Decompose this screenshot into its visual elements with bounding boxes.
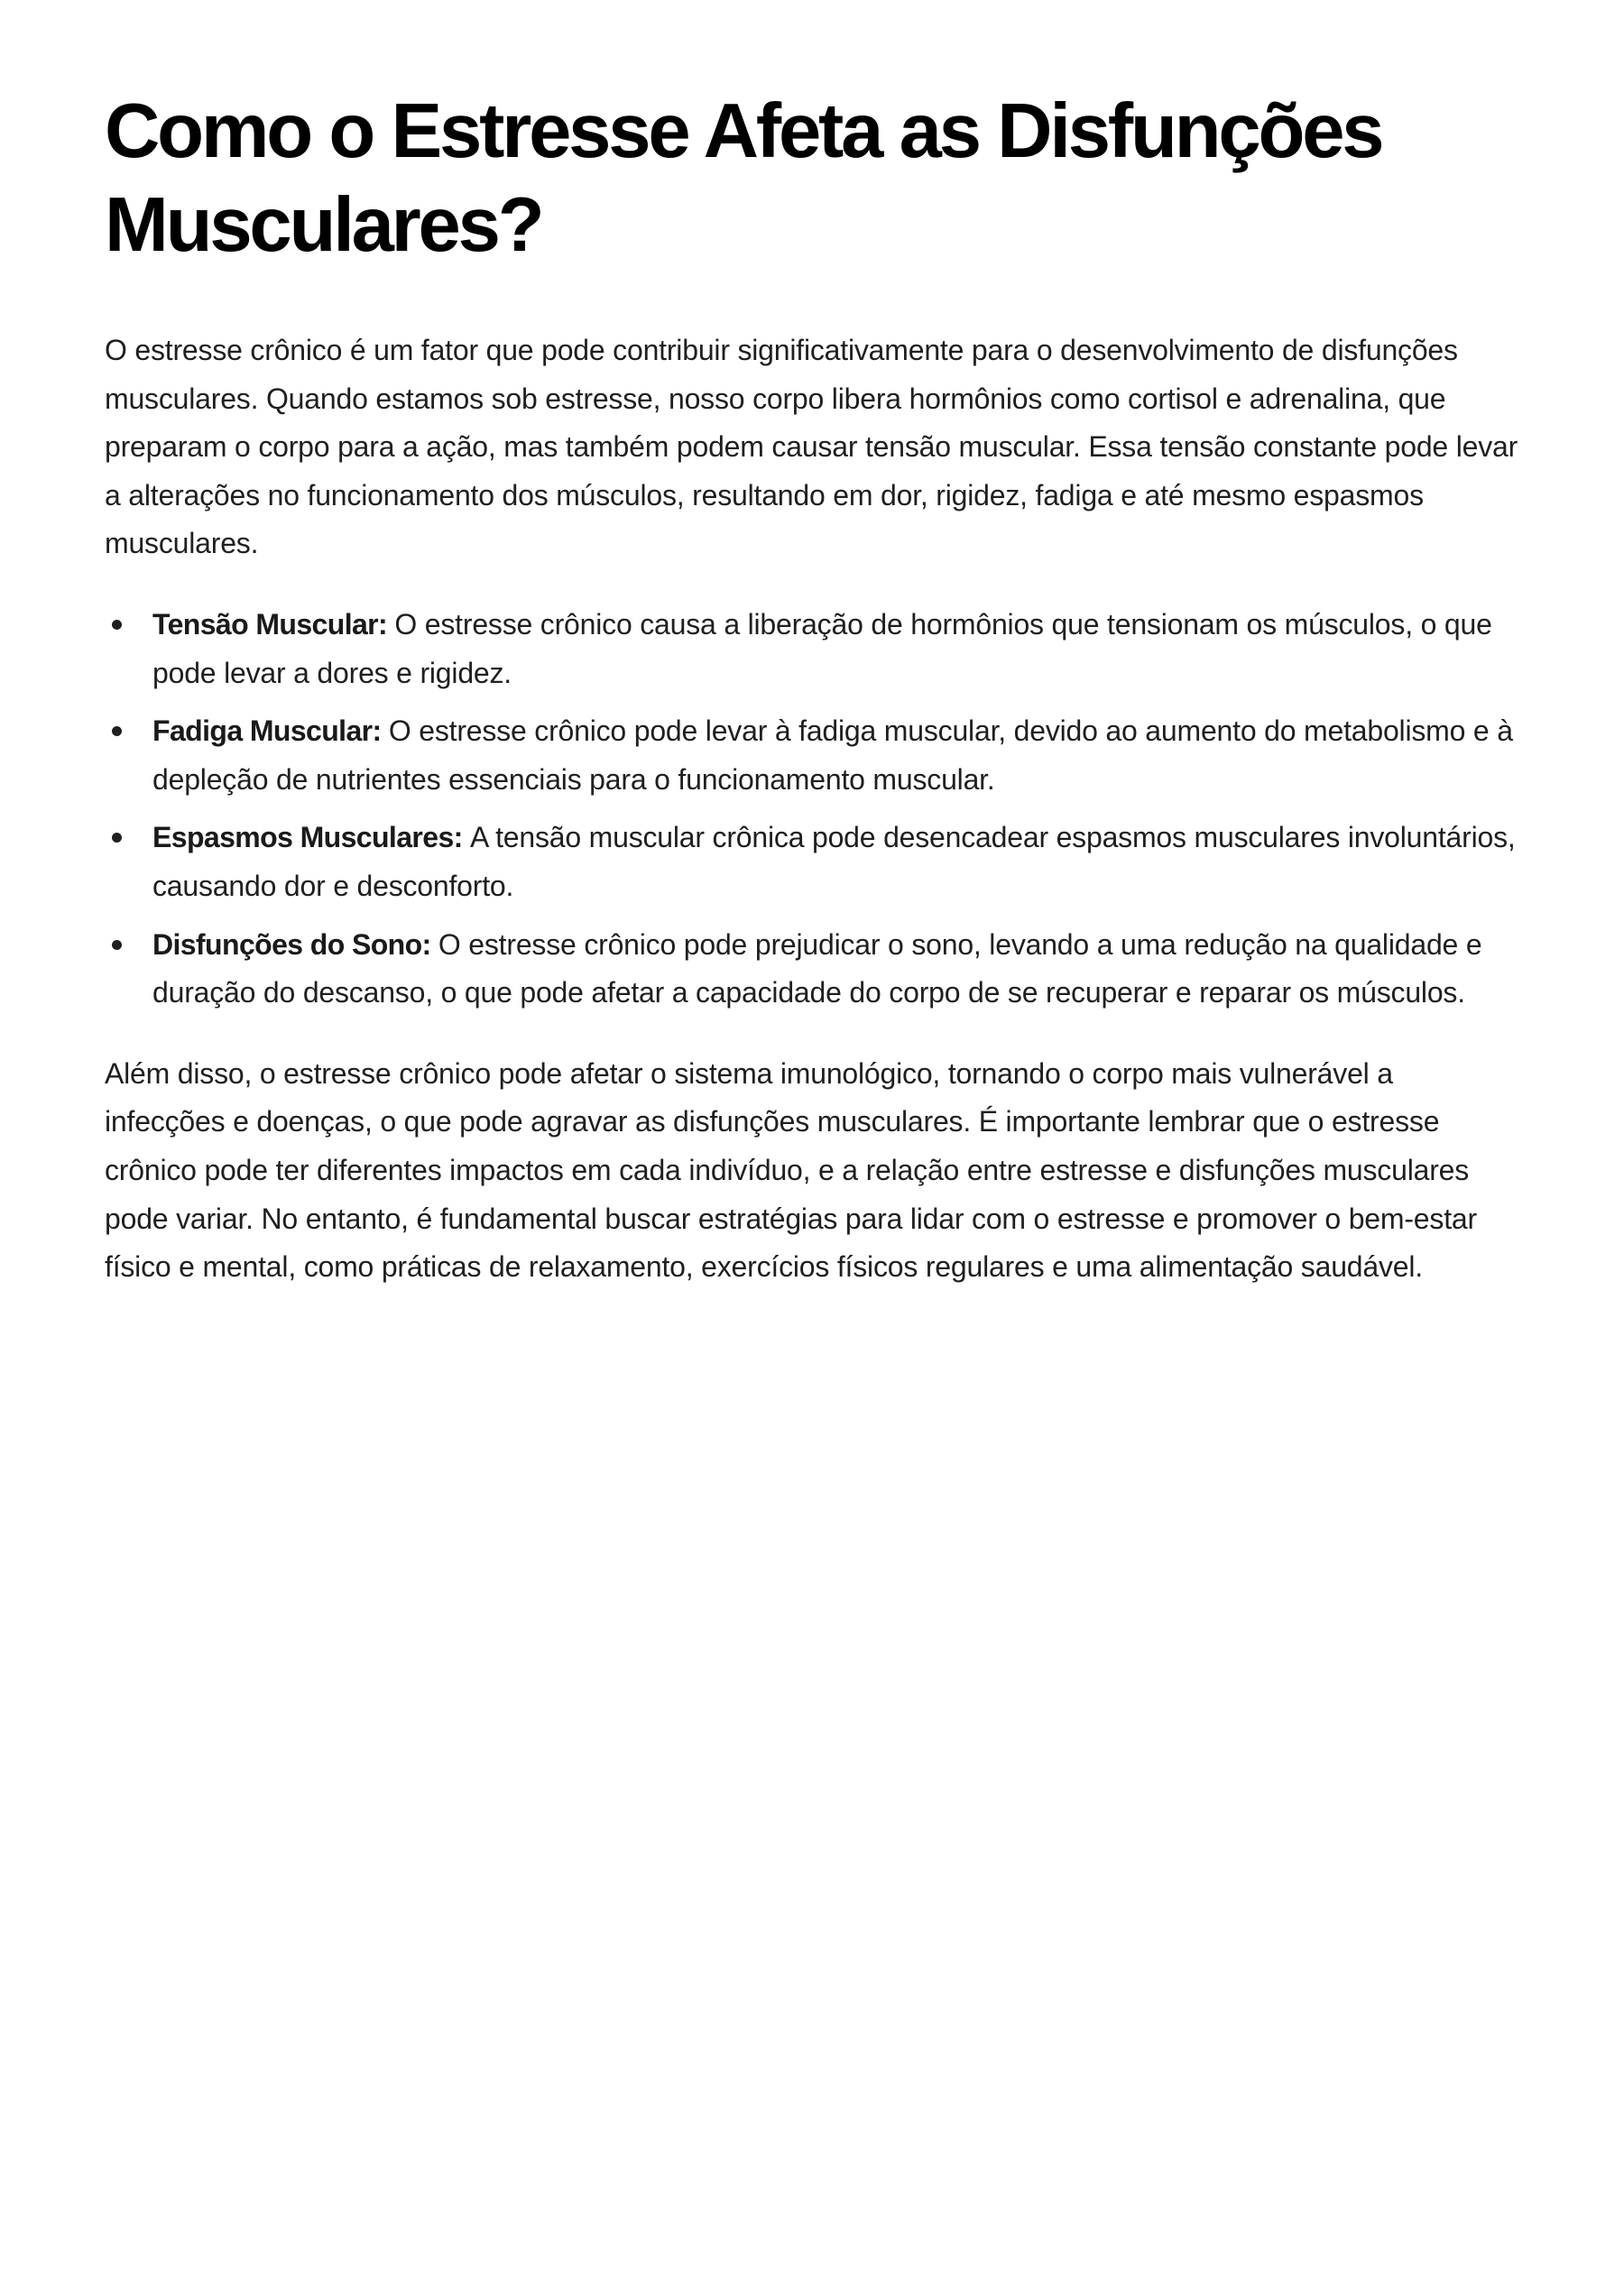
list-item — [105, 601, 1519, 697]
list-item-text: O estresse crônico pode levar à fadiga muscular, devido ao aumento do metabolismo e à depleção de nutrientes essenciais para o funcionamento muscular. — [152, 714, 1513, 796]
closing-paragraph: Além disso, o estresse crônico pode afetar o sistema imunológico, tornando o corpo mais vulnerável a infecções e doenças, o que pode agravar as disfunções musculares. É importante lembrar que o estresse crônico pode ter diferentes impactos em cada indivíduo, e a relação entre estresse e disfunções musculares pode variar. No entanto, é fundamental buscar estratégias para lidar com o estresse e promover o bem-estar físico e mental, como práticas de relaxamento, exercícios físicos regulares e uma alimentação saudável. — [105, 1056, 1477, 1284]
list-item-term: Disfunções do Sono: — [152, 927, 438, 961]
list-item — [105, 921, 1519, 1018]
bullet-dot-icon — [112, 940, 122, 950]
list-item-term: Tensão Muscular: — [152, 607, 395, 641]
bullet-list — [105, 601, 1519, 1018]
bullet-dot-icon — [112, 620, 122, 630]
list-item-term: Espasmos Musculares: — [152, 821, 470, 854]
list-item-term: Fadiga Muscular: — [152, 714, 389, 748]
list-item-text: A tensão muscular crônica pode desencadear espasmos musculares involuntários, causando dor e desconforto. — [152, 821, 1516, 902]
intro-paragraph: O estresse crônico é um fator que pode contribuir significativamente para o desenvolvimento de disfunções musculares. Quando estamos sob estresse, nosso corpo libera hormônios como cortisol e adrenalina, que preparam o corpo para a ação, mas também podem causar tensão muscular. Essa tensão constante pode levar a alterações no funcionamento dos músculos, resultando em dor, rigidez, fadiga e até mesmo espasmos musculares. — [105, 334, 1518, 560]
page-title: Como o Estresse Afeta as Disfunções Musculares? — [105, 88, 1382, 268]
list-item — [105, 814, 1519, 910]
list-item-text: O estresse crônico pode prejudicar o sono, levando a uma redução na qualidade e duração do descanso, o que pode afetar a capacidade do corpo de se recuperar e reparar os músculos. — [152, 927, 1482, 1009]
bullet-dot-icon — [112, 833, 122, 843]
list-item — [105, 707, 1519, 804]
bullet-dot-icon — [112, 726, 122, 736]
list-item-text: O estresse crônico causa a liberação de hormônios que tensionam os músculos, o que pode levar a dores e rigidez. — [152, 607, 1492, 689]
